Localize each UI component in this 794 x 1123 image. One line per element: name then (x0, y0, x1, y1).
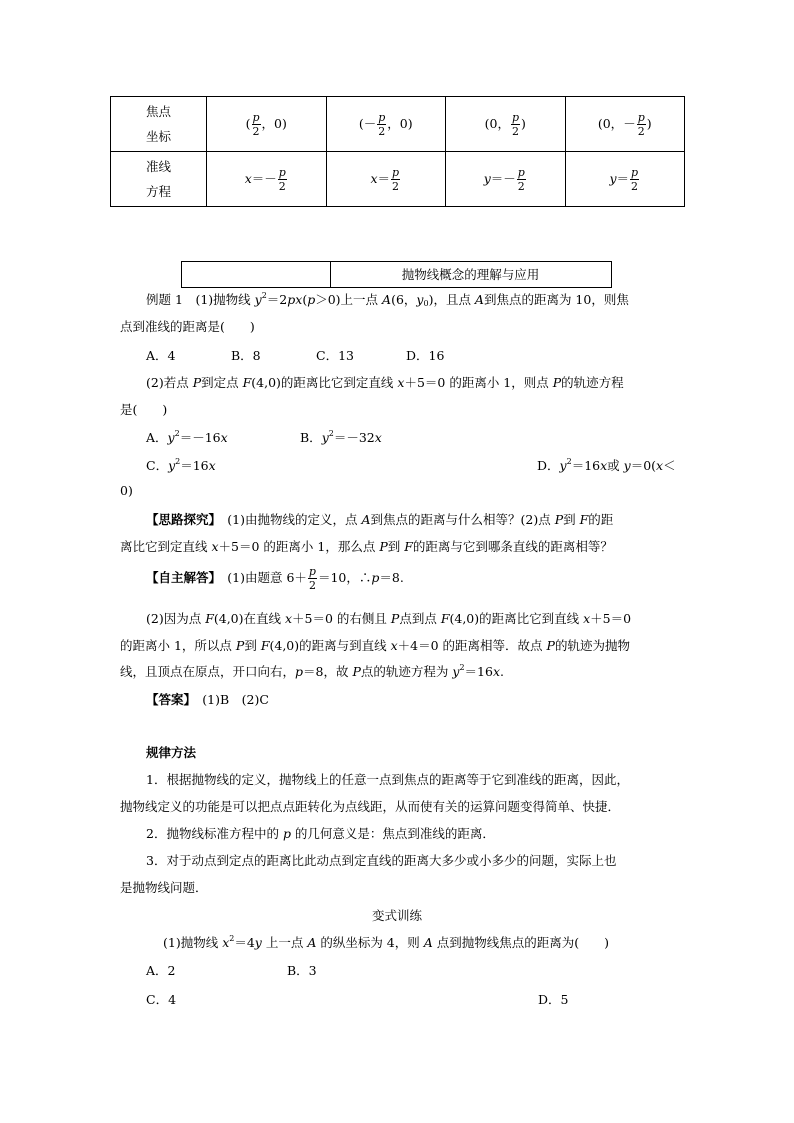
q2-option-c: C．$y^2=16x$ (146, 457, 216, 473)
analysis-line1: 【思路探究】 (1)由抛物线的定义，点 A到焦点的距离与什么相等？(2)点 P到 F的距 (146, 512, 614, 527)
focus-label-a: 焦点 (145, 104, 171, 119)
method-title: 规律方法 (146, 745, 197, 760)
table-row-directrix (111, 152, 685, 207)
example-q1-line1: 例题 1 (1)抛物线 $y^2=2px(p>0)$上一点 A(6，$y_0$)，且点 A到焦点的距离为 10，则焦 (146, 291, 629, 308)
method-p1-line2: 抛物线定义的功能是可以把点点距转化为点线距，从而使有关的运算问题变得简单、快捷． (120, 799, 621, 814)
directrix-cell-4: y＝ $\frac{p}{2}$ (565, 152, 685, 207)
analysis-label: 【思路探究】 (146, 512, 215, 527)
variation-title: 变式训练 (371, 908, 422, 923)
solution-p2-line3: 线，且顶点在原点，开口向右，p＝8，故 P点的轨迹方程为 $y^2=16x$. (120, 663, 504, 679)
section-header-box (181, 261, 612, 288)
parabola-properties-table (110, 96, 685, 207)
variation-option-d: D．5 (538, 992, 569, 1007)
example-q2-line2: 是( ) (120, 402, 168, 417)
q1-option-d: D．16 (406, 348, 445, 363)
answer-line (146, 690, 269, 708)
focus-cell-4: (0，－ $\frac{p}{2}$ ) (565, 97, 685, 152)
q1-option-c: C．13 (316, 348, 354, 363)
directrix-cell-1: x＝－ $\frac{p}{2}$ (207, 152, 327, 207)
analysis-line2: 离比它到定直线 x＋5＝0 的距离小 1，那么点 P到 F的距离与它到哪条直线的距离相等？ (120, 539, 613, 554)
directrix-label-b: 方程 (145, 184, 171, 199)
q2-option-b: B．$y^2=-32x$ (300, 429, 382, 445)
solution-line1: 【自主解答】 (1)由题意 6＋ $\frac{p}{2}$ ＝10，∴p＝8. (146, 565, 404, 592)
q1-option-b: B．8 (231, 348, 261, 363)
variation-option-a: A．2 (146, 963, 176, 978)
method-p3-line1: 3．对于动点到定点的距离比此动点到定直线的距离大多少或小多少的问题，实际上也 (146, 853, 617, 868)
example-q2-line1: (2)若点 P到定点 F(4,0)的距离比它到定直线 x＋5＝0 的距离小 1，则点 P的轨迹方程 (146, 375, 624, 390)
solution-label: 【自主解答】 (146, 570, 215, 585)
directrix-label-a: 准线 (145, 159, 171, 174)
q2-option-d-wrap: 0) (120, 483, 133, 498)
focus-cell-3: (0， $\frac{p}{2}$ ) (446, 97, 566, 152)
table-row-focus (111, 97, 685, 152)
q2-option-d: D．$y^2=16x$或 y＝0(x＜ (537, 457, 676, 473)
variation-option-c: C．4 (146, 992, 177, 1007)
solution-p2-line1: (2)因为点 F(4,0)在直线 x＋5＝0 的右侧且 P点到点 F(4,0)的距离比它到直线 x＋5＝0 (146, 611, 632, 626)
q2-option-a: A．$y^2=-16x$ (146, 429, 228, 445)
method-p2: 2．抛物线标准方程中的 p 的几何意义是：焦点到准线的距离． (146, 826, 495, 841)
answer-label: 【答案】 (146, 692, 190, 707)
focus-label-cell (111, 97, 207, 152)
method-p1-line1: 1．根据抛物线的定义，抛物线上的任意一点到焦点的距离等于它到准线的距离，因此， (146, 772, 629, 787)
method-p3-line2: 是抛物线问题． (120, 880, 208, 895)
variation-option-b: B．3 (287, 963, 317, 978)
directrix-cell-2: x＝ $\frac{p}{2}$ (326, 152, 446, 207)
focus-cell-1: ( $\frac{p}{2}$ ，0) (207, 97, 327, 152)
directrix-label-cell (111, 152, 207, 207)
q1-option-a: A．4 (146, 348, 176, 363)
solution-p2-line2: 的距离小 1，所以点 P到 F(4,0)的距离与到直线 x＋4＝0 的距离相等．故点 P的轨迹为抛物 (120, 638, 630, 653)
section-title: 抛物线概念的理解与应用 (401, 267, 540, 282)
directrix-cell-3: y＝－ $\frac{p}{2}$ (446, 152, 566, 207)
variation-question: (1)抛物线 $x^2=4y$ 上一点 A 的纵坐标为 4，则 A 点到抛物线焦点的距离为( ) (163, 934, 609, 950)
focus-label-b: 坐标 (145, 129, 171, 144)
answer-value: (1)B (2)C (202, 692, 269, 707)
example-q1-line2: 点到准线的距离是( ) (120, 319, 255, 334)
focus-cell-2: (－ $\frac{p}{2}$ ，0) (326, 97, 446, 152)
